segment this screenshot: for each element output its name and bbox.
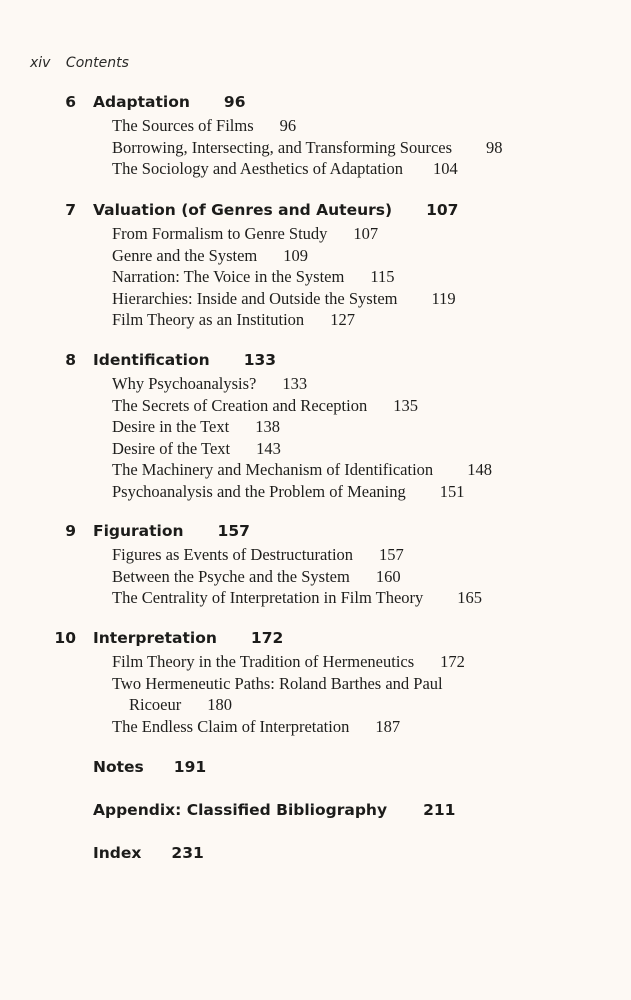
backmatter-page: 191 xyxy=(173,758,207,776)
chapter-page: 107 xyxy=(426,201,459,219)
toc-section[interactable] xyxy=(0,481,631,503)
toc-section[interactable] xyxy=(0,566,631,588)
section-page: 104 xyxy=(433,159,458,179)
section-page: 98 xyxy=(486,137,503,157)
toc-section[interactable] xyxy=(0,587,631,609)
toc-notes[interactable] xyxy=(93,758,206,776)
section-title: The Sources of Films xyxy=(112,116,254,135)
section-page: 138 xyxy=(255,417,280,437)
toc-chapter-6 xyxy=(0,93,631,180)
toc-chapter-8 xyxy=(0,351,631,503)
section-page: 148 xyxy=(467,460,492,480)
backmatter-page: 231 xyxy=(171,844,204,862)
section-title: The Endless Claim of Interpretation xyxy=(112,716,350,736)
toc-section[interactable] xyxy=(0,651,631,673)
section-title: Film Theory in the Tradition of Hermeneutics xyxy=(112,652,415,671)
section-page: 180 xyxy=(207,695,232,715)
section-title: The Machinery and Mechanism of Identification xyxy=(112,460,434,480)
section-page: 160 xyxy=(375,566,401,586)
section-page: 165 xyxy=(457,588,483,608)
toc-section[interactable] xyxy=(0,309,631,331)
section-page: 107 xyxy=(353,224,379,243)
section-title: Genre and the System xyxy=(112,245,258,265)
section-page: 127 xyxy=(330,310,355,330)
section-title: Desire of the Text xyxy=(112,438,231,458)
section-page: 143 xyxy=(256,438,281,458)
toc-section[interactable] xyxy=(0,395,631,417)
chapter-page: 172 xyxy=(250,629,284,647)
chapter-heading[interactable] xyxy=(0,93,631,115)
toc-section[interactable] xyxy=(0,459,631,481)
toc-section-continuation[interactable] xyxy=(0,694,631,716)
section-title: The Sociology and Aesthetics of Adaptation xyxy=(112,159,403,179)
section-title: Film Theory as an Institution xyxy=(112,310,305,330)
toc-section[interactable] xyxy=(0,223,631,245)
page-folio: xiv xyxy=(30,55,51,71)
section-title: Two Hermeneutic Paths: Roland Barthes and Paul xyxy=(112,673,443,693)
section-title: Narration: The Voice in the System xyxy=(112,267,345,287)
chapter-number: 9 xyxy=(65,522,76,540)
backmatter-page: 211 xyxy=(423,801,456,819)
section-page: 157 xyxy=(379,545,404,564)
section-title: Why Psychoanalysis? xyxy=(112,374,257,393)
section-page: 96 xyxy=(279,116,297,135)
toc-section[interactable] xyxy=(0,544,631,566)
backmatter-title: Appendix: Classified Bibliography xyxy=(93,801,388,819)
section-title: From Formalism to Genre Study xyxy=(112,224,328,243)
toc-section[interactable] xyxy=(0,245,631,267)
chapter-heading[interactable] xyxy=(0,351,631,373)
toc-section[interactable] xyxy=(0,416,631,438)
toc-section[interactable] xyxy=(0,373,631,395)
section-title: Psychoanalysis and the Problem of Meaning xyxy=(112,481,406,501)
chapter-number: 7 xyxy=(65,201,76,219)
backmatter-title: Index xyxy=(93,844,142,862)
section-title: Desire in the Text xyxy=(112,417,230,437)
section-page: 109 xyxy=(283,245,309,265)
toc-section[interactable] xyxy=(0,158,631,180)
toc-section[interactable] xyxy=(0,266,631,288)
chapter-title: Valuation (of Genres and Auteurs) xyxy=(93,201,393,219)
chapter-heading[interactable] xyxy=(0,201,631,223)
toc-chapter-7 xyxy=(0,201,631,331)
chapter-heading[interactable] xyxy=(0,522,631,544)
section-page: 151 xyxy=(439,481,465,501)
toc-appendix[interactable] xyxy=(93,801,455,819)
section-page: 133 xyxy=(282,374,308,393)
running-title: Contents xyxy=(65,55,129,71)
section-title: The Secrets of Creation and Reception xyxy=(112,395,368,415)
chapter-page: 157 xyxy=(217,522,250,540)
section-title: Hierarchies: Inside and Outside the System xyxy=(112,288,398,308)
toc-chapter-10 xyxy=(0,629,631,737)
section-page: 115 xyxy=(370,267,395,287)
toc-section[interactable] xyxy=(0,673,631,695)
chapter-title: Figuration xyxy=(93,522,184,540)
chapter-number: 10 xyxy=(54,629,76,647)
toc-section[interactable] xyxy=(0,716,631,738)
chapter-number: 6 xyxy=(65,93,76,111)
section-title: The Centrality of Interpretation in Film Theory xyxy=(112,588,424,608)
running-header xyxy=(30,55,129,71)
section-title: Borrowing, Intersecting, and Transforming Sources xyxy=(112,137,453,157)
section-page: 119 xyxy=(431,288,456,308)
section-title: Between the Psyche and the System xyxy=(112,566,350,586)
chapter-title: Interpretation xyxy=(93,629,217,647)
section-title: Ricoeur xyxy=(129,695,182,715)
section-page: 187 xyxy=(375,716,401,736)
toc-chapter-9 xyxy=(0,522,631,609)
chapter-number: 8 xyxy=(65,351,76,369)
chapter-title: Identification xyxy=(93,351,210,369)
chapter-page: 133 xyxy=(243,351,277,369)
backmatter-title: Notes xyxy=(93,758,144,776)
section-page: 172 xyxy=(440,652,465,671)
toc-section[interactable] xyxy=(0,438,631,460)
toc-index[interactable] xyxy=(93,844,204,862)
toc-section[interactable] xyxy=(0,115,631,137)
section-page: 135 xyxy=(393,395,418,415)
toc-section[interactable] xyxy=(0,137,631,159)
chapter-page: 96 xyxy=(223,93,246,111)
chapter-heading[interactable] xyxy=(0,629,631,651)
chapter-title: Adaptation xyxy=(93,93,190,111)
section-title: Figures as Events of Destructuration xyxy=(112,545,354,564)
toc-section[interactable] xyxy=(0,288,631,310)
